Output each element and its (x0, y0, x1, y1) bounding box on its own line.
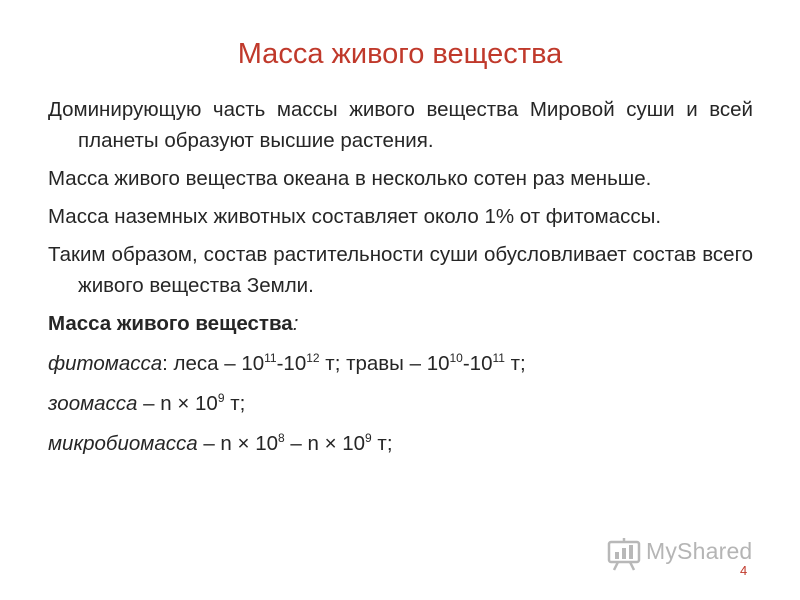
phytomass-exp-3: 10 (449, 351, 463, 365)
paragraph-1: Доминирующую часть массы живого вещества Мировой суши и всей планеты образуют высшие растения. (48, 98, 753, 152)
mass-heading (48, 308, 753, 339)
microbiomass-label: микробиомасса (48, 432, 198, 455)
zoomass-text-1: – n × 10 (137, 392, 218, 415)
phytomass-exp-1: 11 (264, 351, 277, 365)
phytomass-text-1: : леса – 10 (162, 352, 265, 375)
phytomass-text-5: т; (504, 352, 526, 375)
phytomass-label: фитомасса (48, 352, 163, 375)
paragraph-3: Масса наземных животных составляет около 1% от фитомассы. (48, 205, 662, 228)
presentation-board-icon (606, 536, 642, 572)
zoomass-line (48, 388, 753, 419)
zoomass-label: зоомасса (48, 392, 138, 415)
page-number: 4 (740, 563, 748, 578)
phytomass-text-3: т; травы – 10 (319, 352, 450, 375)
slide-title: Масса живого вещества (237, 38, 563, 70)
microbiomass-exp-1: 8 (278, 431, 285, 445)
phytomass-text-2: -10 (276, 352, 307, 375)
paragraph-4: Таким образом, состав растительности суши обусловливает состав всего живого вещества Земли. (48, 243, 753, 297)
watermark-text: MyShared (646, 538, 753, 564)
microbiomass-text-2: – n × 10 (284, 432, 366, 455)
microbiomass-text-3: т; (371, 432, 393, 455)
microbiomass-exp-2: 9 (365, 431, 372, 445)
zoomass-text-2: т; (224, 392, 246, 415)
mass-heading-text: Масса живого вещества (48, 312, 293, 335)
mass-heading-colon: : (292, 312, 299, 335)
paragraph-2: Масса живого вещества океана в несколько сотен раз меньше. (48, 167, 652, 190)
phytomass-line (48, 348, 753, 379)
microbiomass-text-1: – n × 10 (197, 432, 278, 455)
slide-content (48, 94, 753, 468)
phytomass-text-4: -10 (462, 352, 493, 375)
zoomass-exp-1: 9 (217, 391, 225, 405)
phytomass-exp-4: 11 (492, 351, 505, 365)
microbiomass-line (48, 428, 753, 459)
phytomass-exp-2: 12 (306, 351, 320, 365)
